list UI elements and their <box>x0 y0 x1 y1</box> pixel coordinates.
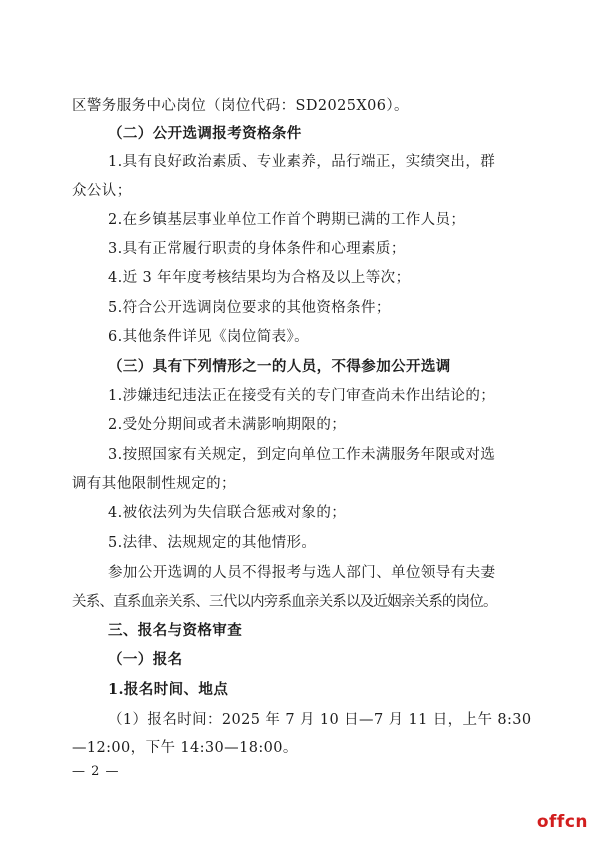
list-item: 2.在乡镇基层事业单位工作首个聘期已满的工作人员； <box>108 212 466 228</box>
list-item: 1.具有良好政治素质、专业素养，品行端正，实绩突出，群 <box>108 154 496 170</box>
body-line: —12:00，下午 14:30—18:00。 <box>72 740 298 756</box>
body-line: 关系、直系血亲关系、三代以内旁系血亲关系以及近姻亲关系的岗位。 <box>72 594 497 610</box>
section-heading: （三）具有下列情形之一的人员，不得参加公开选调 <box>108 358 451 375</box>
list-item: 3.按照国家有关规定，到定向单位工作未满服务年限或对选 <box>108 447 496 463</box>
list-item: 6.其他条件详见《岗位简表》。 <box>108 329 310 345</box>
subsection-heading: 1.报名时间、地点 <box>108 681 229 698</box>
list-item: 4.被依法列为失信联合惩戒对象的； <box>108 505 347 521</box>
list-item: 3.具有正常履行职责的身体条件和心理素质； <box>108 241 406 257</box>
body-line: 众公认； <box>72 183 132 199</box>
body-line: 调有其他限制性规定的； <box>72 476 236 492</box>
list-item: （1）报名时间：2025 年 7 月 10 日—7 月 11 日，上午 8:30 <box>108 712 532 728</box>
body-line: 区警务服务中心岗位（岗位代码：SD2025X06）。 <box>72 98 409 114</box>
chapter-heading: 三、报名与资格审查 <box>108 622 243 639</box>
page-number: — 2 — <box>72 764 120 779</box>
list-item: 5.法律、法规规定的其他情形。 <box>108 535 317 551</box>
section-heading: （一）报名 <box>108 651 183 668</box>
list-item: 1.涉嫌违纪违法正在接受有关的专门审查尚未作出结论的； <box>108 388 496 404</box>
list-item: 2.受处分期间或者未满影响期限的； <box>108 417 347 433</box>
list-item: 4.近 3 年年度考核结果均为合格及以上等次； <box>108 270 411 286</box>
paragraph: 参加公开选调的人员不得报考与选人部门、单位领导有夫妻 <box>108 565 496 581</box>
offcn-watermark-logo: offcn <box>536 812 588 832</box>
section-heading: （二）公开选调报考资格条件 <box>108 125 302 142</box>
list-item: 5.符合公开选调岗位要求的其他资格条件； <box>108 300 391 316</box>
